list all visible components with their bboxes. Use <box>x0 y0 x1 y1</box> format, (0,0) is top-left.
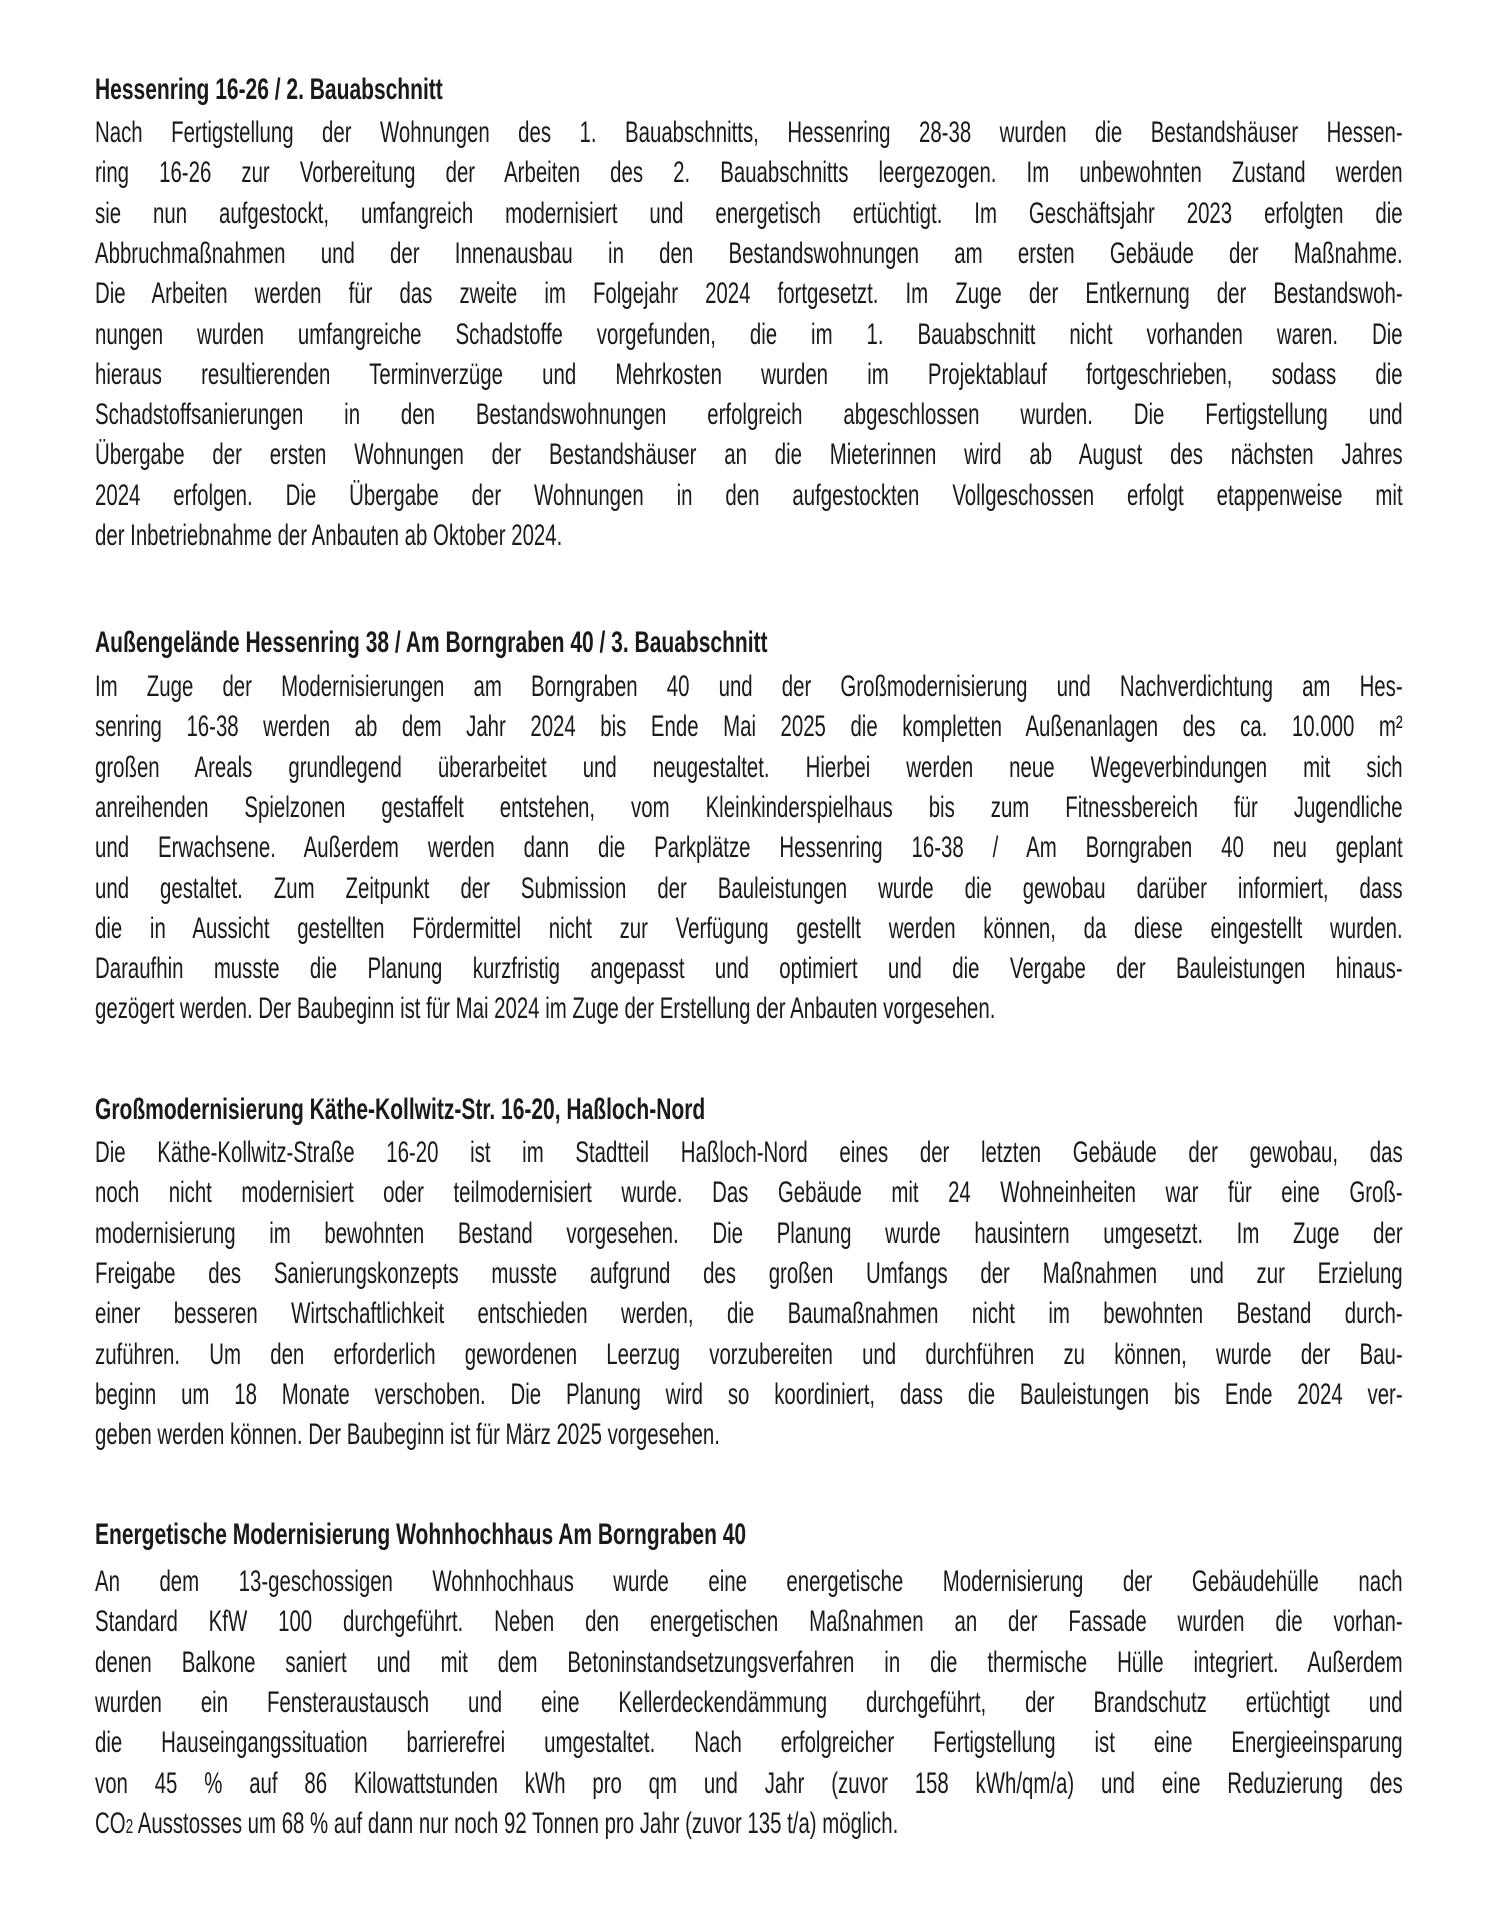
paragraph-line: Nach Fertigstellung der Wohnungen des 1. Bauabschnitts, Hessenring 28-38 wurden die Bestandshäuser Hessen- <box>95 116 1403 149</box>
paragraph-line: und gestaltet. Zum Zeitpunkt der Submission der Bauleistungen wurde die gewobau darüber informiert, dass <box>95 871 1403 905</box>
paragraph-line: Freigabe des Sanierungskonzepts musste aufgrund des großen Umfangs der Maßnahmen und zur Erzielung <box>95 1256 1403 1290</box>
section-heading-kaethe-kollwitz: Großmodernisierung Käthe-Kollwitz-Str. 16-20, Haßloch-Nord <box>95 1093 706 1126</box>
paragraph-line-co2 <box>95 1804 1403 1844</box>
paragraph-line: zuführen. Um den erforderlich gewordenen Leerzug vorzubereiten und durchführen zu können, wurde der Bau- <box>95 1337 1403 1371</box>
paragraph-line: der Inbetriebnahme der Anbauten ab Oktober 2024. <box>95 519 563 552</box>
paragraph-line: modernisierung im bewohnten Bestand vorgesehen. Die Planung wurde hausintern umgesetzt. Im Zuge der <box>95 1216 1403 1250</box>
paragraph-line: gezögert werden. Der Baubeginn ist für Mai 2024 im Zuge der Erstellung der Anbauten vorgesehen. <box>95 992 996 1026</box>
paragraph-line: sie nun aufgestockt, umfangreich modernisiert und energetisch ertüchtigt. Im Geschäftsjahr 2023 erfolgten die <box>95 196 1403 230</box>
paragraph-line: nungen wurden umfangreiche Schadstoffe vorgefunden, die im 1. Bauabschnitt nicht vorhanden waren. Die <box>95 317 1403 351</box>
paragraph-line: und Erwachsene. Außerdem werden dann die Parkplätze Hessenring 16-38 / Am Borngraben 40 neu geplant <box>95 831 1403 865</box>
section-heading-aussengelaende: Außengelände Hessenring 38 / Am Borngraben 40 / 3. Bauabschnitt <box>95 626 768 659</box>
paragraph-line: die in Aussicht gestellten Fördermittel nicht zur Verfügung gestellt werden können, da diese eingestellt wurden. <box>95 911 1403 945</box>
co2-prefix: CO <box>95 1806 126 1840</box>
co2-subscript: 2 <box>125 1815 134 1838</box>
paragraph-line: Abbruchmaßnahmen und der Innenausbau in den Bestandswohnungen am ersten Gebäude der Maßnahme. <box>95 236 1403 270</box>
paragraph-line: Übergabe der ersten Wohnungen der Bestandshäuser an die Mieterinnen wird ab August des nächsten Jahres <box>95 438 1403 472</box>
paragraph-line: noch nicht modernisiert oder teilmodernisiert wurde. Das Gebäude mit 24 Wohneinheiten war für eine Groß- <box>95 1176 1403 1210</box>
paragraph-line: Schadstoffsanierungen in den Bestandswohnungen erfolgreich abgeschlossen wurden. Die Fertigstellung und <box>95 398 1403 432</box>
paragraph-line: hieraus resultierenden Terminverzüge und Mehrkosten wurden im Projektablauf fortgeschrieben, sodass die <box>95 357 1403 391</box>
paragraph-line: Im Zuge der Modernisierungen am Borngraben 40 und der Großmodernisierung und Nachverdichtung am Hes- <box>95 670 1403 703</box>
paragraph-line: An dem 13-geschossigen Wohnhochhaus wurde eine energetische Modernisierung der Gebäudehülle nach <box>95 1565 1403 1598</box>
paragraph-line: senring 16-38 werden ab dem Jahr 2024 bis Ende Mai 2025 die kompletten Außenanlagen des ca. 10.000 m² <box>95 710 1403 744</box>
paragraph-line: anreihenden Spielzonen gestaffelt entstehen, vom Kleinkinderspielhaus bis zum Fitnessbereich für Jugendliche <box>95 790 1403 824</box>
paragraph-line: von 45 % auf 86 Kilowattstunden kWh pro qm und Jahr (zuvor 158 kWh/qm/a) und eine Reduzierung des <box>95 1766 1403 1800</box>
paragraph-line: Die Käthe-Kollwitz-Straße 16-20 ist im Stadtteil Haßloch-Nord eines der letzten Gebäude der gewobau, das <box>95 1136 1403 1169</box>
paragraph-line: einer besseren Wirtschaftlichkeit entschieden werden, die Baumaßnahmen nicht im bewohnten Bestand durch- <box>95 1297 1403 1331</box>
paragraph-line: großen Areals grundlegend überarbeitet und neugestaltet. Hierbei werden neue Wegeverbindungen mit sich <box>95 750 1403 784</box>
paragraph-line: die Hauseingangssituation barrierefrei umgestaltet. Nach erfolgreicher Fertigstellung ist eine Energieeinsparung <box>95 1726 1403 1760</box>
paragraph-line: ring 16-26 zur Vorbereitung der Arbeiten des 2. Bauabschnitts leergezogen. Im unbewohnten Zustand werden <box>95 156 1403 190</box>
paragraph-line: 2024 erfolgen. Die Übergabe der Wohnungen in den aufgestockten Vollgeschossen erfolgt etappenweise mit <box>95 478 1403 512</box>
paragraph-line: geben werden können. Der Baubeginn ist für März 2025 vorgesehen. <box>95 1418 720 1452</box>
section-heading-energetische-modernisierung: Energetische Modernisierung Wohnhochhaus Am Borngraben 40 <box>95 1518 747 1551</box>
paragraph-line: denen Balkone saniert und mit dem Betoninstandsetzungsverfahren in die thermische Hülle integriert. Außerdem <box>95 1645 1403 1679</box>
co2-line-text: Ausstosses um 68 % auf dann nur noch 92 Tonnen pro Jahr (zuvor 135 t/a) möglich. <box>133 1806 899 1840</box>
section-heading-hessenring-16-26: Hessenring 16-26 / 2. Bauabschnitt <box>95 73 443 106</box>
paragraph-line: wurden ein Fensteraustausch und eine Kellerdeckendämmung durchgeführt, der Brandschutz ertüchtigt und <box>95 1685 1403 1719</box>
paragraph-line: Standard KfW 100 durchgeführt. Neben den energetischen Maßnahmen an der Fassade wurden die vorhan- <box>95 1605 1403 1639</box>
paragraph-line: beginn um 18 Monate verschoben. Die Planung wird so koordiniert, dass die Bauleistungen bis Ende 2024 ver- <box>95 1377 1403 1411</box>
paragraph-line: Daraufhin musste die Planung kurzfristig angepasst und optimiert und die Vergabe der Bauleistungen hinaus- <box>95 952 1403 986</box>
paragraph-line: Die Arbeiten werden für das zweite im Folgejahr 2024 fortgesetzt. Im Zuge der Entkernung der Bestandswoh- <box>95 277 1403 311</box>
